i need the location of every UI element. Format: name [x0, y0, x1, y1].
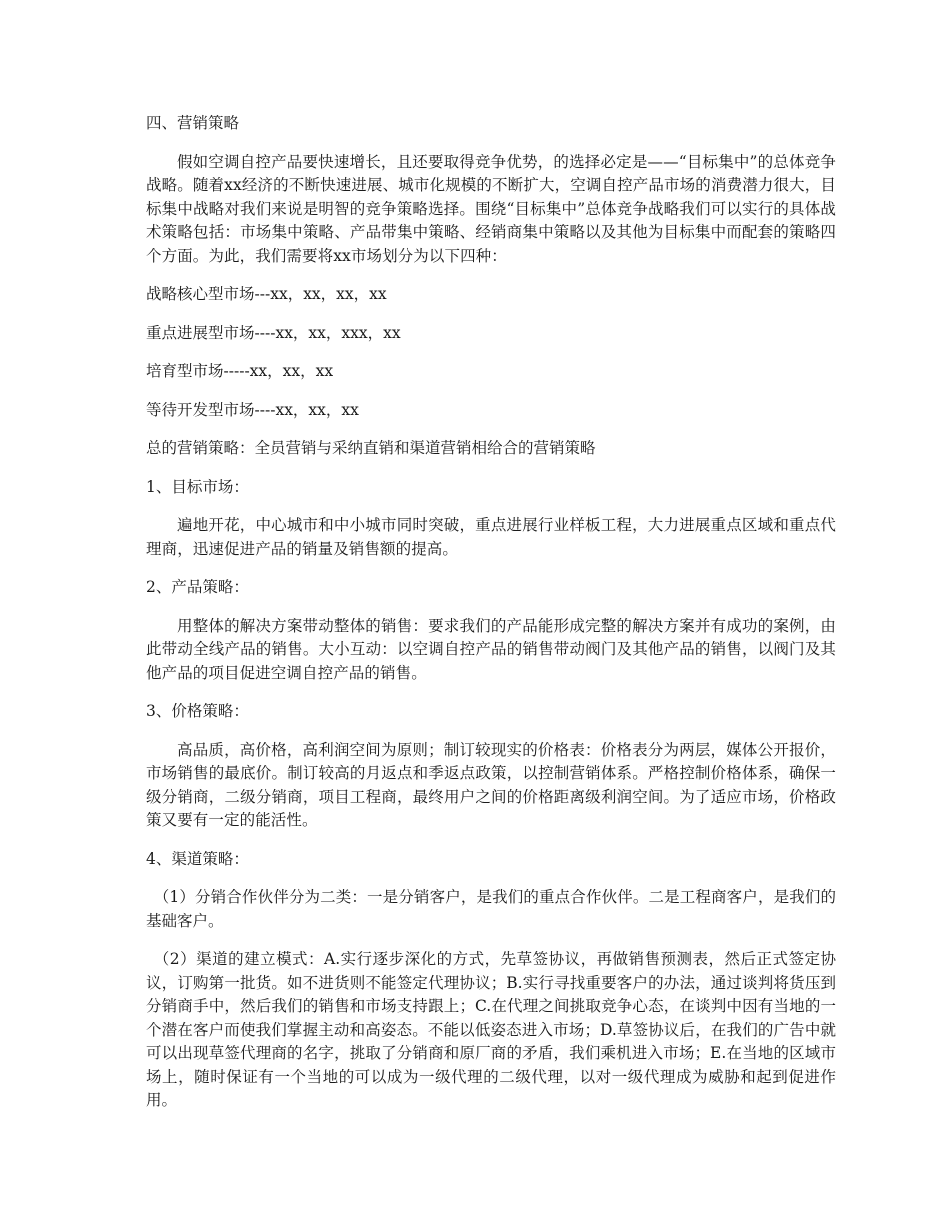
document-page — [146, 112, 836, 1128]
s4-paragraph-2: （2）渠道的建立模式：A.实行逐步深化的方式，先草签协议，再做销售预测表，然后正式签定协议，订购第一批货。如不进货则不能签定代理协议；B.实行寻找重要客户的办法，通过谈判将货压到分销商手中，然后我们的销售和市场支持跟上；C.在代理之间挑取竞争心态，在谈判中因有当地的一个潜在客户而使我们掌握主动和高姿态。不能以低姿态进入市场；D.草签协议后，在我们的广告中就可以出现草签代理商的名字，挑取了分销商和原厂商的矛盾，我们乘机进入市场；E.在当地的区域市场上，随时保证有一个当地的可以成为一级代理的二级代理，以对一级代理成为威胁和起到促进作用。 — [146, 950, 836, 1109]
market-item-core: 战略核心型市场---xx，xx，xx，xx — [146, 285, 387, 303]
s1-title: 1、目标市场： — [146, 477, 249, 496]
s4-title: 4、渠道策略： — [146, 849, 249, 868]
s1-paragraph: 遍地开花，中心城市和中小城市同时突破，重点进展行业样板工程，大力进展重点区域和重点代理商，迅速促进产品的销量及销售额的提高。 — [146, 516, 836, 558]
section-title: 四、营销策略 — [146, 114, 240, 132]
overall-strategy: 总的营销策略：全员营销与采纳直销和渠道营销相给合的营销策略 — [146, 439, 596, 457]
s4-paragraph-1: （1）分销合作伙伴分为二类：一是分销客户，是我们的重点合作伙伴。二是工程商客户，是我们的基础客户。 — [146, 888, 836, 930]
s2-title: 2、产品策略： — [146, 578, 249, 596]
market-item-pending: 等待开发型市场----xx，xx，xx — [146, 400, 359, 419]
market-item-nurture: 培育型市场-----xx，xx，xx — [146, 362, 334, 380]
s3-paragraph: 高品质，高价格，高利润空间为原则；制订较现实的价格表：价格表分为两层，媒体公开报价，市场销售的最底价。制订较高的月返点和季返点政策，以控制营销体系。严格控制价格体系，确保一级分销商，二级分销商，项目工程商，最终用户之间的价格距离级利润空间。为了适应市场，价格政策又要有一定的能活性。 — [146, 740, 836, 829]
s3-title: 3、价格策略： — [146, 702, 249, 720]
s2-paragraph: 用整体的解决方案带动整体的销售：要求我们的产品能形成完整的解决方案并有成功的案例，由此带动全线产品的销售。大小互动：以空调自控产品的销售带动阀门及其他产品的销售，以阀门及其他产品的项目促进空调自控产品的销售。 — [146, 616, 836, 682]
market-item-key: 重点进展型市场----xx，xx，xxx，xx — [146, 323, 401, 342]
intro-paragraph: 假如空调自控产品要快速增长，且还要取得竞争优势，的选择必定是——“目标集中”的总体竞争战略。随着xx经济的不断快速进展、城市化规模的不断扩大，空调自控产品市场的消费潜力很大，目标集中战略对我们来说是明智的竞争策略选择。围绕“目标集中”总体竞争战略我们可以实行的具体战术策略包括：市场集中策略、产品带集中策略、经销商集中策略以及其他为目标集中而配套的策略四个方面。为此，我们需要将xx市场划分为以下四种： — [146, 152, 836, 265]
